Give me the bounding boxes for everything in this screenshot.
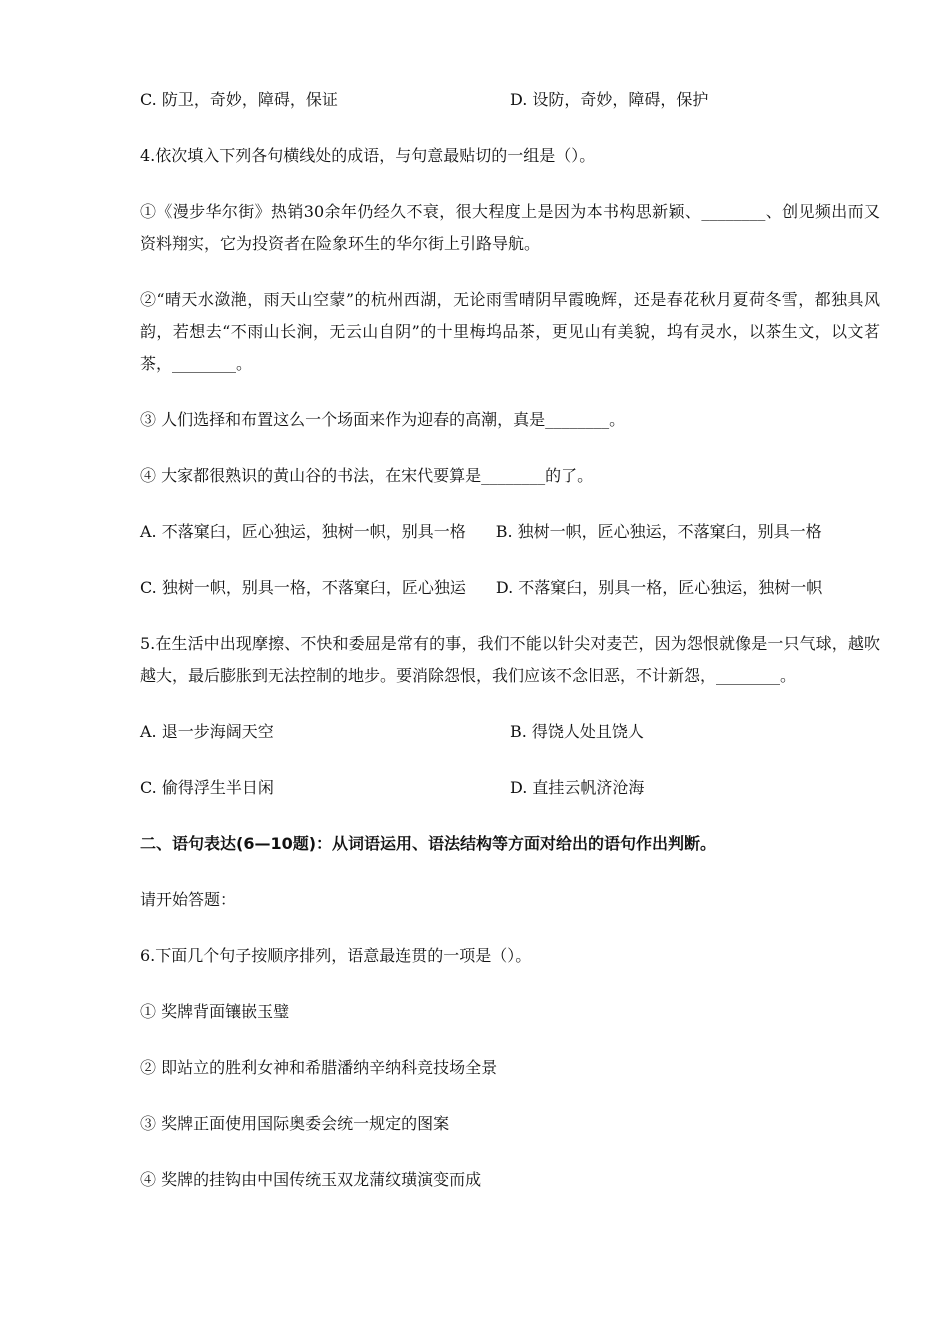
q4-sentence-1: ①《漫步华尔街》热销30余年仍经久不衰，很大程度上是因为本书构思新颖、________、创见频出而又资料翔实，它为投资者在险象环生的华尔街上引路导航。	[140, 202, 880, 253]
q4-option-c: C. 独树一帜，别具一格，不落窠臼，匠心独运	[140, 578, 466, 597]
q5-options-row-2	[140, 772, 880, 804]
q4-sentence-2: ②“晴天水潋滟，雨天山空蒙”的杭州西湖，无论雨雪晴阴早霞晚辉，还是春花秋月夏荷冬雪，都独具风韵，若想去“不雨山长涧，无云山自阴”的十里梅坞品茶，更见山有美貌，坞有灵水，以茶生文，以文茗茶，________。	[140, 290, 880, 373]
q6-stem: 6.下面几个句子按顺序排列，语意最连贯的一项是（）。	[140, 946, 532, 965]
section-2-heading: 二、语句表达(6—10题)：从词语运用、语法结构等方面对给出的语句作出判断。	[140, 834, 717, 853]
q5-stem: 5.在生活中出现摩擦、不快和委屈是常有的事，我们不能以针尖对麦芒，因为怨恨就像是一只气球，越吹越大，最后膨胀到无法控制的地步。要消除怨恨，我们应该不念旧恶，不计新怨，________。	[140, 634, 880, 685]
section-2-prompt: 请开始答题：	[140, 890, 237, 909]
q6-sentence-2: ② 即站立的胜利女神和希腊潘纳辛纳科竞技场全景	[140, 1058, 498, 1077]
document-page	[140, 84, 880, 1196]
q6-sentence-1: ① 奖牌背面镶嵌玉璧	[140, 1002, 290, 1021]
q3-option-d: D. 设防，奇妙，障碍，保护	[510, 90, 709, 109]
q4-sentence-4: ④ 大家都很熟识的黄山谷的书法，在宋代要算是________的了。	[140, 466, 594, 485]
q4-option-b: B. 独树一帜，匠心独运，不落窠臼，别具一格	[495, 522, 822, 541]
q4-options-row-2	[140, 572, 880, 604]
q4-option-a: A. 不落窠臼，匠心独运，独树一帜，别具一格	[140, 522, 466, 541]
q4-stem: 4.依次填入下列各句横线处的成语，与句意最贴切的一组是（）。	[140, 146, 596, 165]
q4-sentence-3: ③ 人们选择和布置这么一个场面来作为迎春的高潮，真是________。	[140, 410, 626, 429]
q5-option-c: C. 偷得浮生半日闲	[140, 778, 274, 797]
q6-sentence-4: ④ 奖牌的挂钩由中国传统玉双龙蒲纹璜演变而成	[140, 1170, 482, 1189]
q5-option-a: A. 退一步海阔天空	[140, 722, 274, 741]
q5-option-b: B. 得饶人处且饶人	[510, 722, 644, 741]
q3-options-row	[140, 84, 880, 116]
q5-options-row-1	[140, 716, 880, 748]
q3-option-c: C. 防卫，奇妙，障碍，保证	[140, 90, 338, 109]
q4-option-d: D. 不落窠臼，别具一格，匠心独运，独树一帜	[495, 578, 823, 597]
q4-options-row-1	[140, 516, 880, 548]
q5-option-d: D. 直挂云帆济沧海	[510, 778, 645, 797]
q6-sentence-3: ③ 奖牌正面使用国际奥委会统一规定的图案	[140, 1114, 450, 1133]
